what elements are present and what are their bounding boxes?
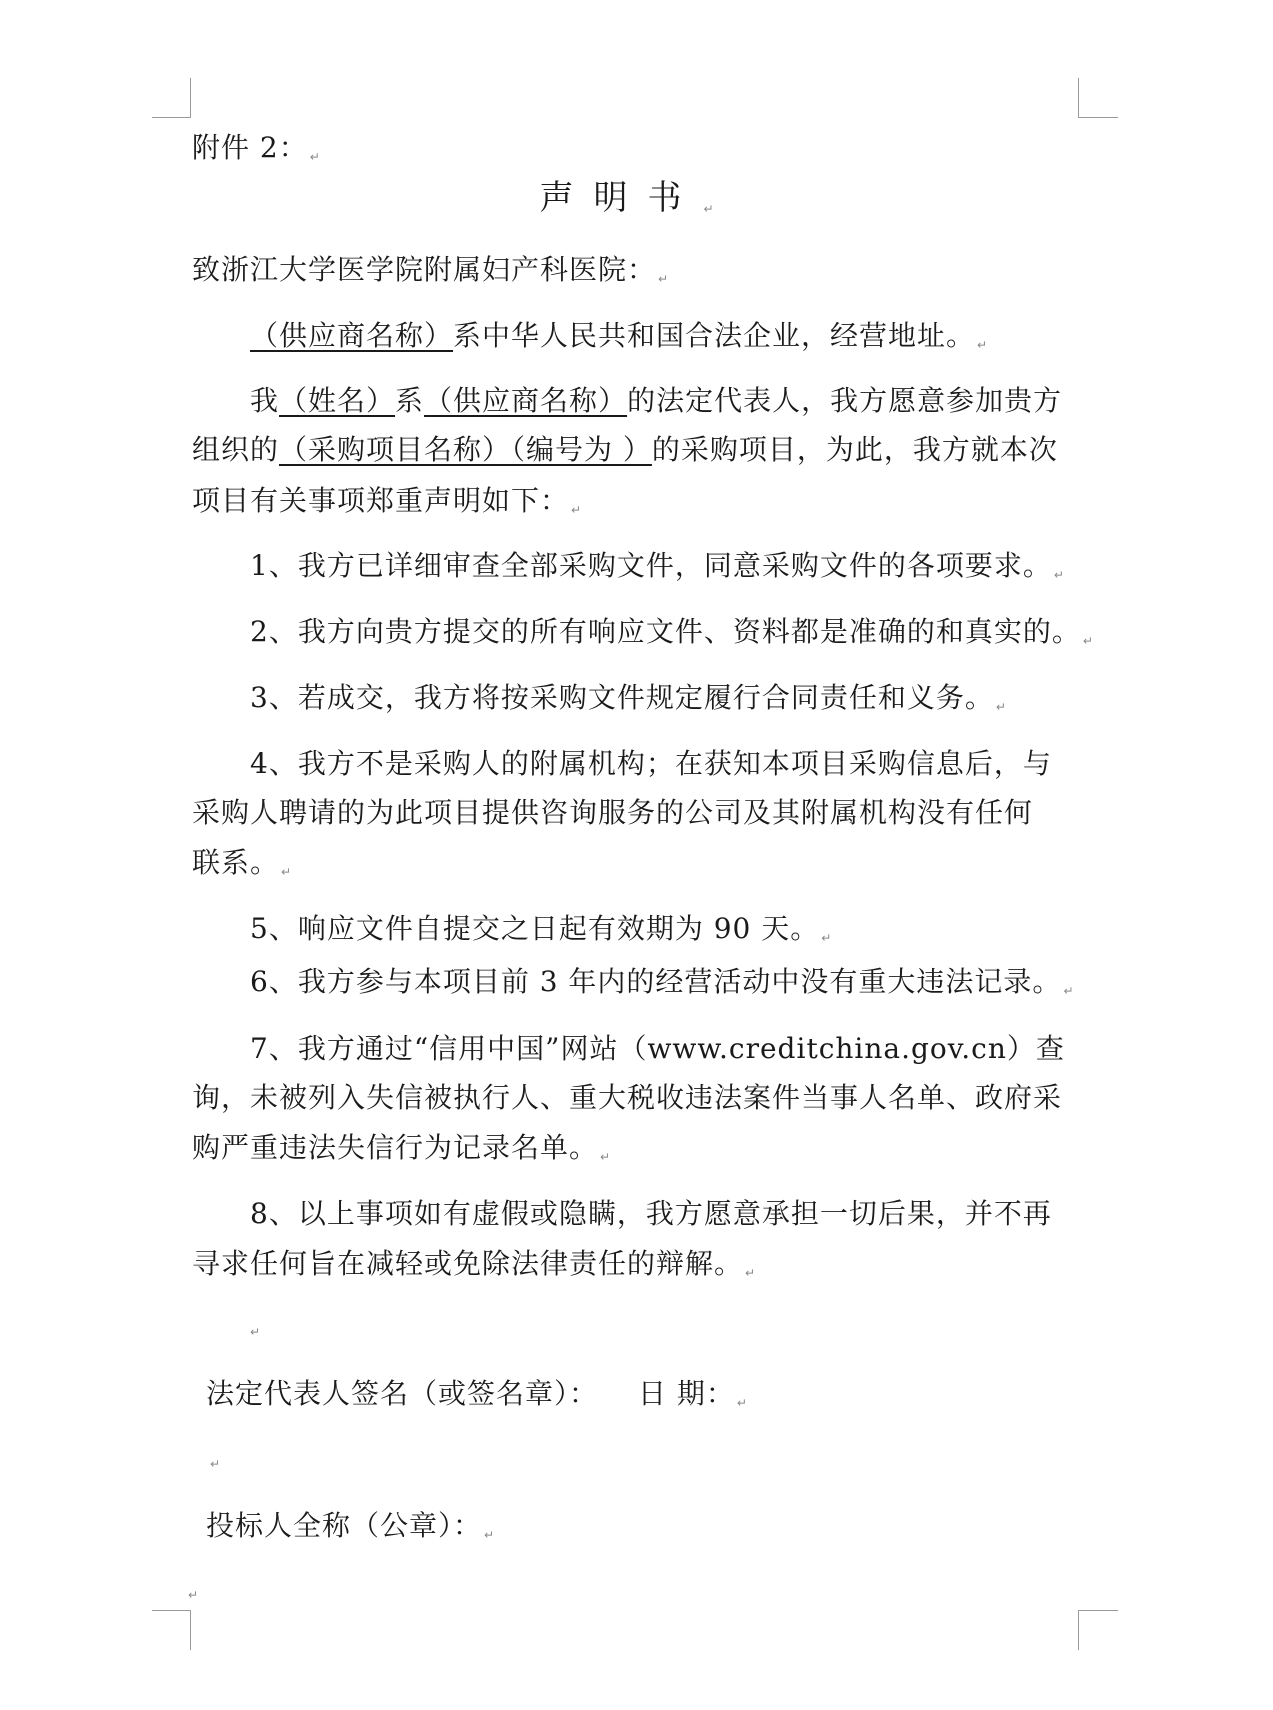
crop-mark-bottom-right (1078, 1610, 1079, 1650)
crop-mark-bottom-right (1078, 1610, 1118, 1611)
item-text: 购严重违法失信行为记录名单。 (192, 1131, 599, 1164)
item-8-line-2 (192, 1238, 756, 1299)
paragraph-mark-icon: ↵ (995, 700, 1007, 714)
item-text: 1、我方已详细审查全部采购文件，同意采购文件的各项要求。 (250, 549, 1052, 582)
declaration-text: 我 (250, 384, 280, 417)
item-text: 联系。 (192, 846, 280, 879)
item-text: 询，未被列入失信被执行人、重大税收违法案件当事人名单、政府采 (192, 1081, 1063, 1114)
item-7-line-2 (192, 1072, 1062, 1124)
item-1 (250, 540, 1065, 601)
intro-paragraph (250, 310, 988, 371)
crop-mark-top-left (190, 78, 191, 118)
declaration-line-1 (250, 375, 1062, 427)
paragraph-mark-icon: ↵ (1082, 634, 1094, 648)
name-placeholder: （姓名） (279, 384, 396, 417)
crop-mark-bottom-left (152, 1610, 190, 1611)
intro-text: 系中华人民共和国合法企业，经营地址。 (453, 319, 976, 352)
item-text: 3、若成交，我方将按采购文件规定履行合同责任和义务。 (250, 681, 994, 714)
bidder-seal-label: 投标人全称（公章）： (206, 1509, 483, 1542)
project-placeholder: （采购项目名称）（编号为 ） (279, 433, 652, 466)
addressee-line (192, 244, 669, 305)
declaration-line-2 (192, 424, 1058, 476)
paragraph-mark-icon: ↵ (210, 1457, 221, 1471)
supplier-name-placeholder: （供应商名称） (250, 319, 454, 352)
item-text: 2、我方向贵方提交的所有响应文件、资料都是准确的和真实的。 (250, 615, 1081, 648)
item-4-line-3 (192, 837, 292, 898)
item-text: 4、我方不是采购人的附属机构；在获知本项目采购信息后，与 (250, 747, 1052, 780)
declaration-text: 项目有关事项郑重声明如下： (192, 484, 570, 517)
paragraph-mark-icon: ↵ (745, 1266, 757, 1280)
paragraph-mark-icon: ↵ (1063, 984, 1075, 998)
paragraph-mark-icon: ↵ (1053, 568, 1065, 582)
item-4-line-2 (192, 787, 1033, 839)
legal-rep-signature-label: 法定代表人签名（或签名章）： (206, 1377, 599, 1410)
item-text: 寻求任何旨在减轻或免除法律责任的辩解。 (192, 1247, 744, 1280)
bidder-line (206, 1500, 495, 1561)
item-7-line-3 (192, 1122, 611, 1183)
item-7-line-1 (250, 1023, 1065, 1075)
item-text: 6、我方参与本项目前 3 年内的经营活动中没有重大违法记录。 (250, 965, 1062, 998)
item-text: 5、响应文件自提交之日起有效期为 90 天。 (250, 912, 820, 945)
paragraph-mark-icon: ↵ (188, 1588, 199, 1602)
paragraph-mark-icon: ↵ (977, 338, 989, 352)
document-title (0, 170, 1273, 237)
declaration-text: 系 (395, 384, 425, 417)
paragraph-mark-icon: ↵ (658, 272, 670, 286)
addressee-text: 致浙江大学医学院附属妇产科医院： (192, 253, 657, 286)
paragraph-mark-icon: ↵ (736, 1396, 748, 1410)
crop-mark-bottom-left (190, 1610, 191, 1650)
item-4-line-1 (250, 738, 1052, 790)
item-text: 采购人聘请的为此项目提供咨询服务的公司及其附属机构没有任何 (192, 796, 1034, 829)
crop-mark-top-right (1078, 78, 1079, 118)
item-3 (250, 672, 1007, 733)
declaration-text: 的法定代表人，我方愿意参加贵方 (627, 384, 1063, 417)
supplier-name-placeholder: （供应商名称） (424, 384, 628, 417)
paragraph-mark-icon: ↵ (703, 202, 734, 216)
declaration-text: 的采购项目，为此，我方就本次 (651, 433, 1058, 466)
paragraph-mark-icon: ↵ (821, 931, 833, 945)
paragraph-mark-icon: ↵ (600, 1150, 612, 1164)
paragraph-mark-icon: ↵ (281, 865, 293, 879)
paragraph-mark-icon: ↵ (250, 1325, 261, 1339)
item-text: 8、以上事项如有虚假或隐瞒，我方愿意承担一切后果，并不再 (250, 1197, 1052, 1230)
declaration-line-3 (192, 475, 582, 536)
signature-line (206, 1368, 748, 1429)
crop-mark-top-right (1078, 117, 1118, 118)
declaration-text: 组织的 (192, 433, 280, 466)
item-8-line-1 (250, 1188, 1052, 1240)
paragraph-mark-icon: ↵ (309, 150, 321, 164)
crop-mark-top-left (152, 117, 190, 118)
item-5 (250, 903, 832, 964)
item-2 (250, 606, 1094, 667)
paragraph-mark-icon: ↵ (571, 503, 583, 517)
document-title-text: 声明书 (539, 178, 702, 218)
item-6 (250, 956, 1075, 1017)
date-label: 日 期： (638, 1377, 735, 1410)
item-text: 7、我方通过“信用中国”网站（www.creditchina.gov.cn）查 (250, 1032, 1065, 1065)
paragraph-mark-icon: ↵ (484, 1528, 496, 1542)
attachment-label-text: 附件 2： (192, 131, 308, 164)
